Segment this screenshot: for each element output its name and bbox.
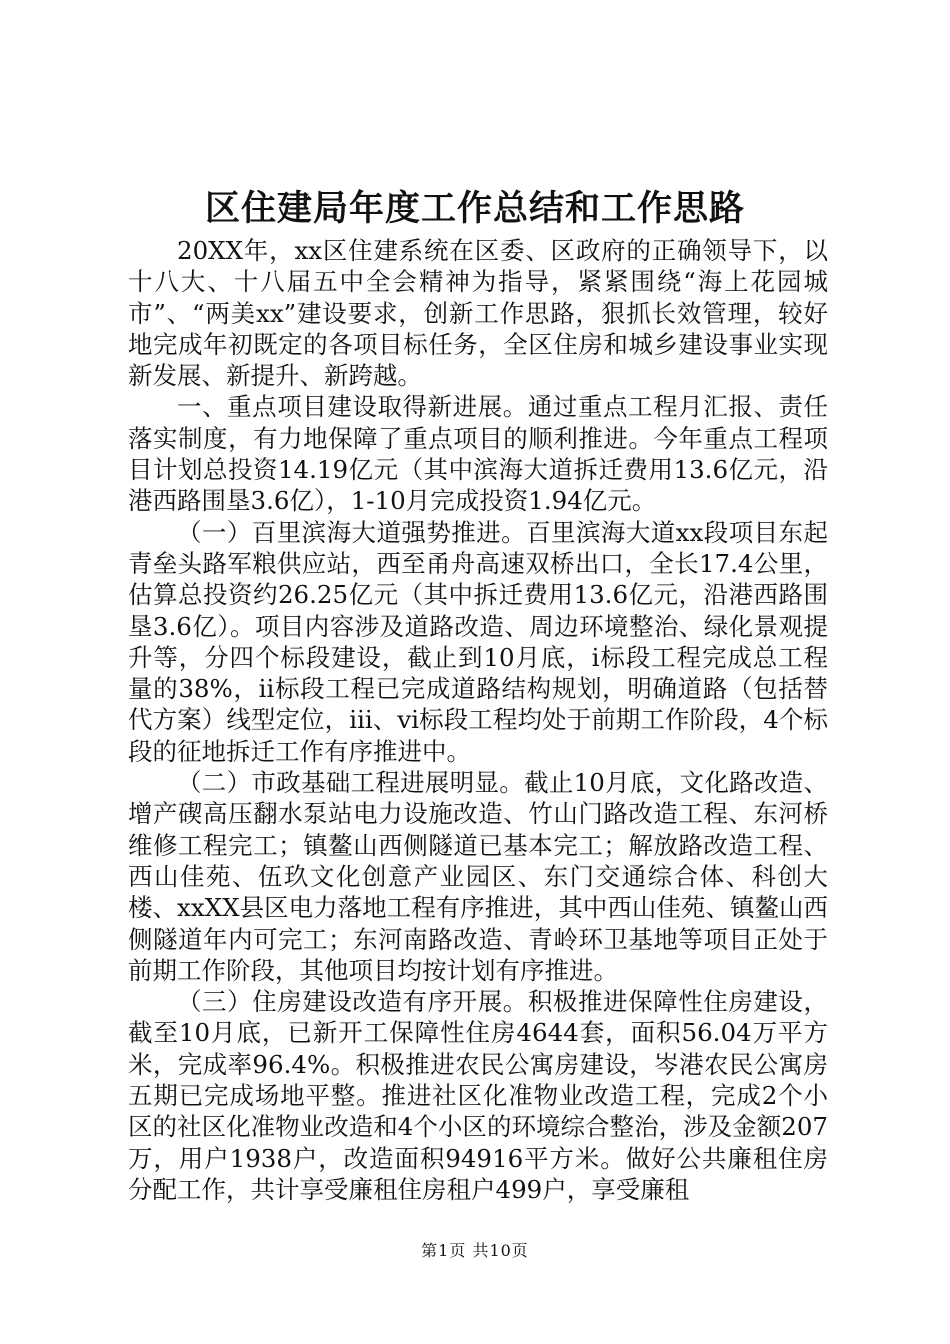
paragraph-municipal-infrastructure: （二）市政基础工程进展明显。截止10月底，文化路改造、增产碶高压翻水泵站电力设施改造、竹山门路改造工程、东河桥维修工程完工；镇鳌山西侧隧道已基本完工；解放路改造工程、西山佳苑、伍玖文化创意产业园区、东门交通综合体、科创大楼、xxXX县区电力落地工程有序推进，其中西山佳苑、镇鳌山西侧隧道年内可完工；东河南路改造、青岭环卫基地等项目正处于前期工作阶段，其他项目均按计划有序推进。 <box>128 768 828 985</box>
document-title: 区住建局年度工作总结和工作思路 <box>204 188 745 229</box>
page-number-footer: 第1页 共10页 <box>421 1241 529 1260</box>
document-body <box>128 235 828 1205</box>
paragraph-coastal-avenue: （一）百里滨海大道强势推进。百里滨海大道xx段项目东起青垒头路军粮供应站，西至甬舟高速双桥出口，全长17.4公里，估算总投资约26.25亿元（其中拆迁费用13.6亿元，沿港西路围垦3.6亿）。项目内容涉及道路改造、周边环境整治、绿化景观提升等，分四个标段建设，截止到10月底，ⅰ标段工程完成总工程量的38%，ⅱ标段工程已完成道路结构规划，明确道路（包括替代方案）线型定位，ⅲ、ⅵ标段工程均处于前期工作阶段，4个标段的征地拆迁工作有序推进中。 <box>128 517 828 766</box>
paragraph-key-projects: 一、重点项目建设取得新进展。通过重点工程月汇报、责任落实制度，有力地保障了重点项目的顺利推进。今年重点工程项目计划总投资14.19亿元（其中滨海大道拆迁费用13.6亿元，沿港西路围垦3.6亿），1-10月完成投资1.94亿元。 <box>128 392 828 516</box>
paragraph-intro: 20XX年，xx区住建系统在区委、区政府的正确领导下，以十八大、十八届五中全会精神为指导，紧紧围绕“海上花园城市”、“两美xx”建设要求，创新工作思路，狠抓长效管理，较好地完成年初既定的各项目标任务，全区住房和城乡建设事业实现新发展、新提升、新跨越。 <box>128 236 828 391</box>
paragraph-housing-construction: （三）住房建设改造有序开展。积极推进保障性住房建设，截至10月底，已新开工保障性住房4644套，面积56.04万平方米，完成率96.4%。积极推进农民公寓房建设，岑港农民公寓房五期已完成场地平整。推进社区化准物业改造工程，完成2个小区的社区化准物业改造和4个小区的环境综合整治，涉及金额207万，用户1938户，改造面积94916平方米。做好公共廉租住房分配工作，共计享受廉租住房租户499户，享受廉租 <box>128 987 828 1204</box>
